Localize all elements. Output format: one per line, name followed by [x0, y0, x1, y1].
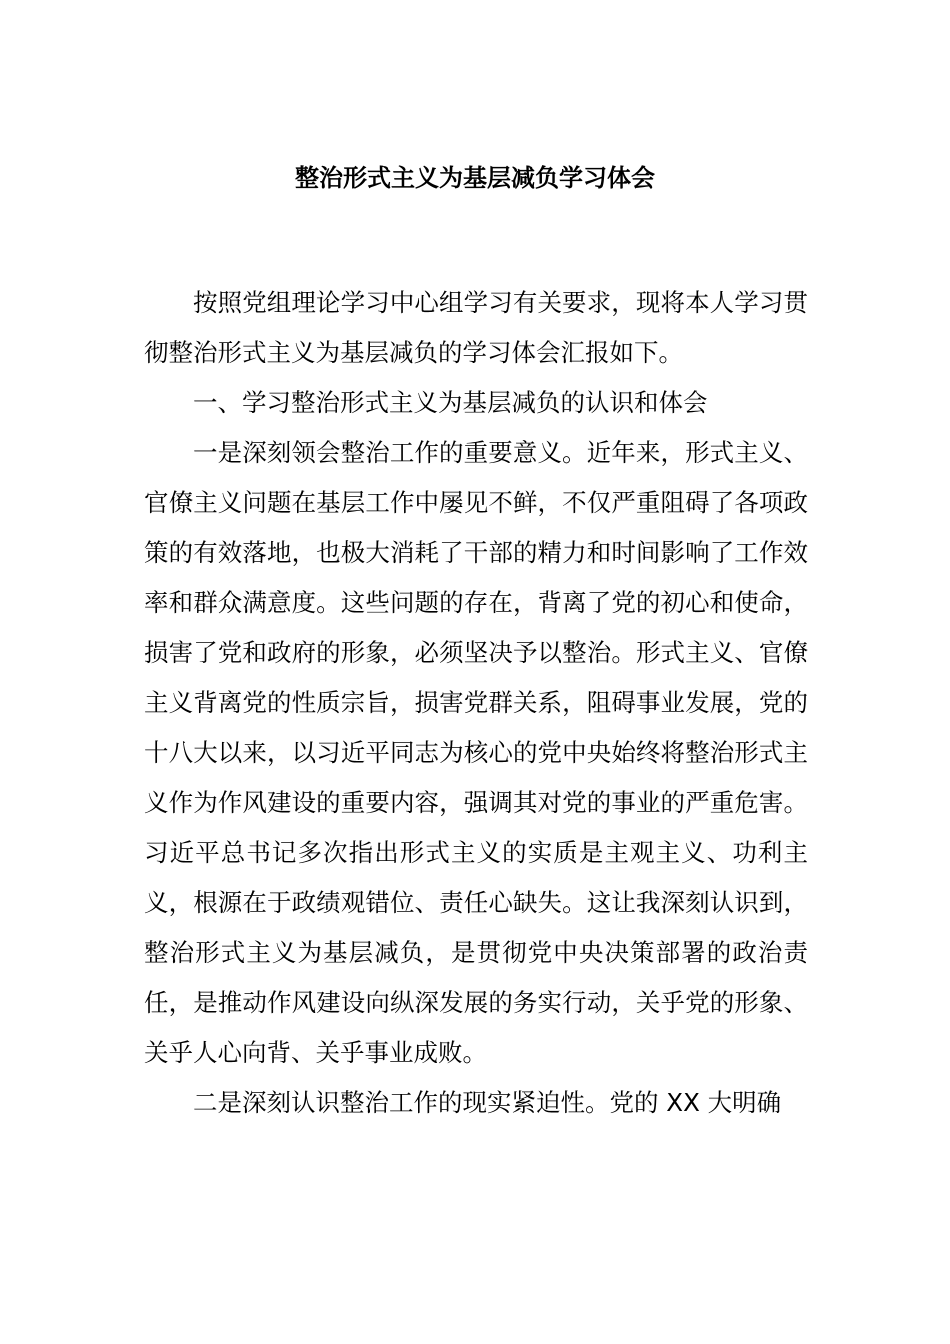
paragraph-point-1: 一是深刻领会整治工作的重要意义。近年来，形式主义、官僚主义问题在基层工作中屡见不鲜，不仅严重阻碍了各项政策的有效落地，也极大消耗了干部的精力和时间影响了工作效率和群众满意度。这些问题的存在，背离了党的初心和使命，损害了党和政府的形象，必须坚决予以整治。形式主义、官僚主义背离党的性质宗旨，损害党群关系，阻碍事业发展，党的十八大以来，以习近平同志为核心的党中央始终将整治形式主义作为作风建设的重要内容，强调其对党的事业的严重危害。习近平总书记多次指出形式主义的实质是主观主义、功利主义，根源在于政绩观错位、责任心缺失。这让我深刻认识到，整治形式主义为基层减负，是贯彻党中央决策部署的政治责任，是推动作风建设向纵深发展的务实行动，关乎党的形象、关乎人心向背、关乎事业成败。	[144, 438, 808, 1067]
document-title: 整治形式主义为基层减负学习体会	[295, 164, 655, 192]
section-heading-1: 一、学习整治形式主义为基层减负的认识和体会	[193, 388, 708, 417]
paragraph-intro: 按照党组理论学习中心组学习有关要求，现将本人学习贯彻整治形式主义为基层减负的学习体会汇报如下。	[144, 288, 808, 367]
document-body	[144, 278, 808, 1128]
paragraph-point-2: 二是深刻认识整治工作的现实紧迫性。党的 XX 大明确	[193, 1088, 782, 1117]
